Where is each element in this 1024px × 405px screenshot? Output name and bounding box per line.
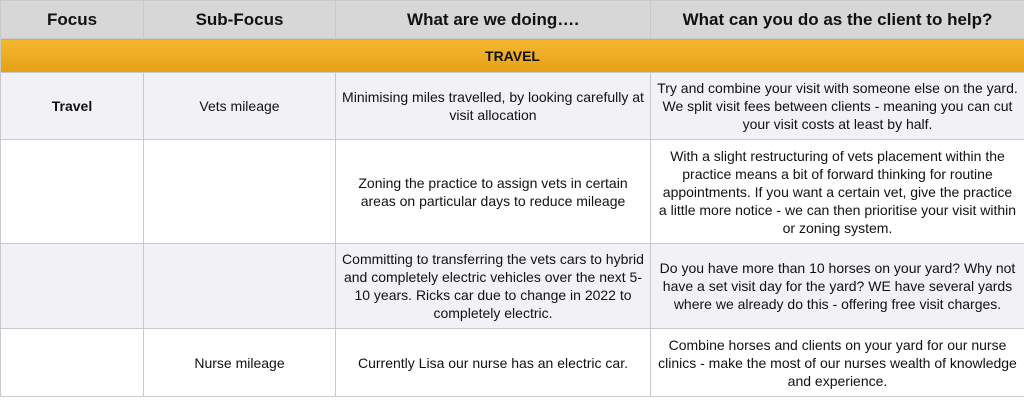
header-client-help: What can you do as the client to help? — [651, 1, 1024, 39]
cell-focus — [1, 329, 144, 397]
table-row — [1, 244, 1024, 329]
header-sub-focus: Sub-Focus — [144, 1, 336, 39]
cell-client-help: Combine horses and clients on your yard for our nurse clinics - make the most of our nurses wealth of knowledge and experience. — [651, 329, 1024, 397]
section-row — [1, 39, 1024, 73]
cell-doing: Committing to transferring the vets cars to hybrid and completely electric vehicles over the next 5-10 years. Ricks car due to change in 2022 to completely electric. — [336, 244, 651, 329]
header-doing: What are we doing…. — [336, 1, 651, 39]
cell-sub-focus — [144, 140, 336, 244]
header-focus: Focus — [1, 1, 144, 39]
cell-client-help: Try and combine your visit with someone else on the yard. We split visit fees between clients - meaning you can cut your visit costs at least by half. — [651, 73, 1024, 140]
cell-focus — [1, 140, 144, 244]
cell-focus — [1, 244, 144, 329]
section-title: TRAVEL — [1, 39, 1024, 73]
cell-doing: Currently Lisa our nurse has an electric car. — [336, 329, 651, 397]
cell-doing: Minimising miles travelled, by looking carefully at visit allocation — [336, 73, 651, 140]
cell-sub-focus: Vets mileage — [144, 73, 336, 140]
table-row — [1, 329, 1024, 397]
cell-sub-focus — [144, 244, 336, 329]
cell-sub-focus: Nurse mileage — [144, 329, 336, 397]
cell-client-help: With a slight restructuring of vets placement within the practice means a bit of forward thinking for routine appointments. If you want a certain vet, give the practice a little more notice - we can then prioritise your visit within or zoning system. — [651, 140, 1024, 244]
cell-focus: Travel — [1, 73, 144, 140]
table-row — [1, 73, 1024, 140]
cell-doing: Zoning the practice to assign vets in certain areas on particular days to reduce mileage — [336, 140, 651, 244]
cell-client-help: Do you have more than 10 horses on your yard? Why not have a set visit day for the yard? WE have several yards where we already do this - offering free visit charges. — [651, 244, 1024, 329]
table-row — [1, 140, 1024, 244]
header-row — [1, 1, 1024, 39]
